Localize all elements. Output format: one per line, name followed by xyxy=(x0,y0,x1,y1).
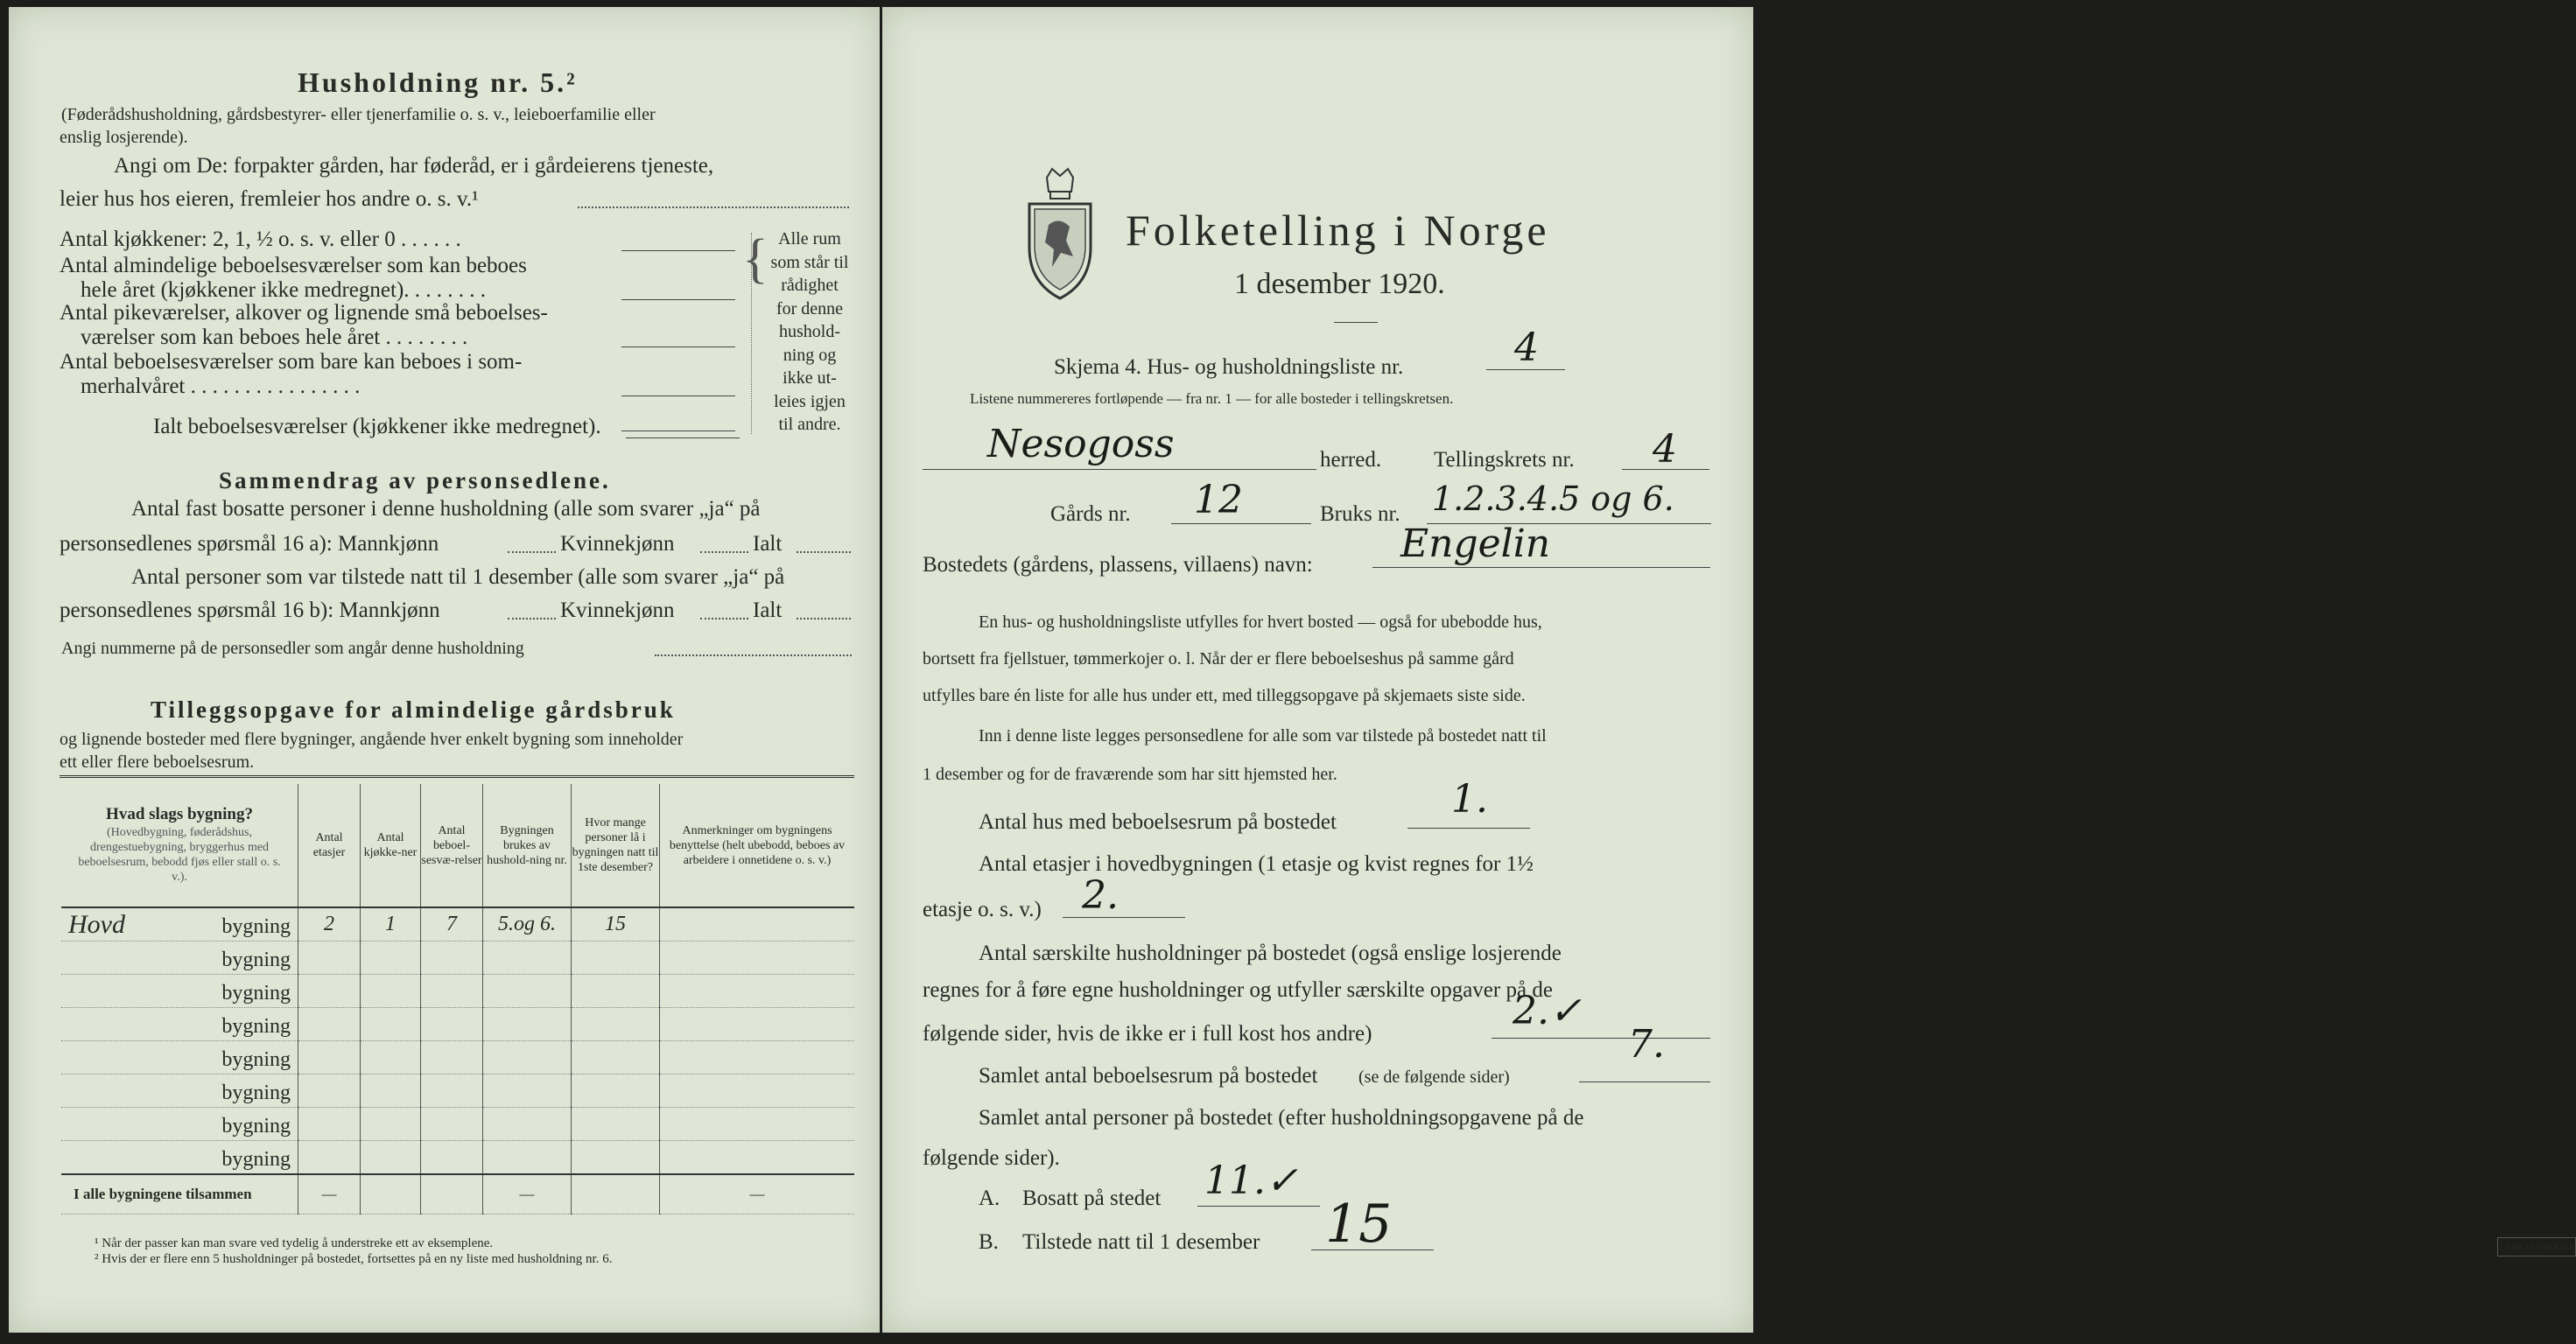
cell-kjokken xyxy=(361,1108,421,1141)
total-pers xyxy=(572,1174,660,1214)
cell-etasjer xyxy=(298,1141,361,1175)
cell-etasjer: 2 xyxy=(298,907,361,942)
cell-pers xyxy=(572,1141,660,1175)
building-type-cell xyxy=(61,1074,298,1108)
building-row xyxy=(61,907,854,942)
cell-vaer xyxy=(421,1074,483,1108)
s2-ialt: Ialt xyxy=(753,598,783,622)
cell-vaer xyxy=(421,1141,483,1175)
info-line-3: utfylles bare én liste for alle hus under ett, med tilleggsopgave på skjemaets siste side. xyxy=(923,686,1526,705)
cell-vaer: 7 xyxy=(421,907,483,942)
herred-label: herred. xyxy=(1320,448,1382,472)
ialt-line: Ialt beboelsesværelser (kjøkkener ikke medregnet). xyxy=(153,415,601,438)
angi-line-1: Angi om De: forpakter gården, har føderåd, er i gårdeierens tjeneste, xyxy=(114,154,714,178)
bygning-label: bygning xyxy=(221,915,291,938)
building-row xyxy=(61,1074,854,1108)
cell-vaer xyxy=(421,975,483,1008)
samlet-rum-note: (se de følgende sider) xyxy=(1358,1068,1510,1087)
cell-kjokken xyxy=(361,1074,421,1108)
cell-etasjer xyxy=(298,1074,361,1108)
right-page xyxy=(882,7,2574,1333)
cell-anmerkning xyxy=(660,1108,855,1141)
etasjer-line-1: Antal etasjer i hovedbygningen (1 etasje og kvist regnes for 1½ xyxy=(979,852,1534,876)
coat-of-arms-icon xyxy=(1021,169,1099,300)
cell-hush xyxy=(483,975,572,1008)
side-note-line: leies igjen xyxy=(774,391,846,411)
building-type-cell xyxy=(61,1008,298,1041)
building-name xyxy=(61,1076,68,1105)
b-text: Tilstede natt til 1 desember xyxy=(1022,1230,1260,1254)
s1-ialt: Ialt xyxy=(753,532,783,556)
info-line-4: Inn i denne liste legges personsedlene for alle som var tilstede på bostedet natt til xyxy=(979,726,1547,746)
s2-line-1: Antal personer som var tilstede natt til 1 desember (alle som svarer „ja“ på xyxy=(131,565,785,589)
building-name xyxy=(61,1110,68,1138)
cell-kjokken xyxy=(361,1041,421,1074)
footnote-2: ² Hvis der er flere enn 5 husholdninger på bostedet, fortsettes på en ny liste med husholdning nr. 6. xyxy=(95,1252,613,1266)
a-label: A. xyxy=(979,1186,1000,1210)
listene-note: Listene nummereres fortløpende — fra nr. 1 — for alle bosteder i tellingskretsen. xyxy=(970,390,1454,407)
bygning-label: bygning xyxy=(221,1148,291,1171)
skjema-line: Skjema 4. Hus- og husholdningsliste nr. xyxy=(1054,355,1404,379)
alm-line-2: hele året (kjøkkener ikke medregnet). . . . . . . . xyxy=(81,278,487,302)
sommer-line-2: merhalvåret . . . . . . . . . . . . . . . . xyxy=(81,374,361,398)
total-vaer xyxy=(421,1174,483,1214)
bygning-label: bygning xyxy=(221,1048,291,1071)
cell-vaer xyxy=(421,1008,483,1041)
bygning-label: bygning xyxy=(221,948,291,971)
building-name xyxy=(61,943,68,972)
cell-hush xyxy=(483,1108,572,1141)
building-type-cell xyxy=(61,1141,298,1175)
etasjer-value: 2. xyxy=(1082,873,1119,918)
hus-label: Antal hus med beboelsesrum på bostedet xyxy=(979,810,1337,834)
info-line-2: bortsett fra fjellstuer, tømmerkojer o. l. Når der er flere beboelseshus på samme gård xyxy=(923,649,1514,668)
sammendrag-title: Sammendrag av personsedlene. xyxy=(219,467,611,494)
cell-hush xyxy=(483,1008,572,1041)
cell-hush xyxy=(483,1074,572,1108)
cell-hush: 5.og 6. xyxy=(483,907,572,942)
col-anmerkninger: Anmerkninger om bygningens benyttelse (helt ubebodd, beboes av arbeidere i onnetidene o. s. v.) xyxy=(660,784,855,907)
cell-kjokken xyxy=(361,1008,421,1041)
info-line-5: 1 desember og for de fraværende som har sitt hjemsted her. xyxy=(923,765,1337,784)
cell-pers: 15 xyxy=(572,907,660,942)
cell-anmerkning xyxy=(660,1141,855,1175)
info-line-1: En hus- og husholdningsliste utfylles for hvert bosted — også for ubebodde hus, xyxy=(979,612,1542,632)
cell-pers xyxy=(572,1074,660,1108)
side-note-line: hushold- xyxy=(779,322,840,341)
building-row xyxy=(61,1041,854,1074)
a-text: Bosatt på stedet xyxy=(1022,1186,1162,1210)
building-name: Hovd xyxy=(68,909,125,939)
bruks-label: Bruks nr. xyxy=(1320,502,1400,526)
brace: { xyxy=(742,229,769,289)
bygning-label: bygning xyxy=(221,982,291,1004)
total-etasjer: — xyxy=(298,1174,361,1214)
cell-hush xyxy=(483,942,572,975)
building-type-cell xyxy=(61,942,298,975)
samlet-pers-line-2: følgende sider). xyxy=(923,1146,1060,1170)
samlet-rum-value: 7. xyxy=(1628,1022,1665,1067)
cell-pers xyxy=(572,942,660,975)
alm-line-1: Antal almindelige beboelsesværelser som kan beboes xyxy=(60,254,527,277)
building-row xyxy=(61,1008,854,1041)
cell-kjokken xyxy=(361,975,421,1008)
footnote-1: ¹ Når der passer kan man svare ved tydelig å understreke ett av eksemplene. xyxy=(95,1236,494,1250)
side-note-line: Alle rum xyxy=(778,229,841,248)
skjema-value: 4 xyxy=(1514,326,1539,370)
krets-value: 4 xyxy=(1653,427,1677,472)
tillegg-title: Tilleggsopgave for almindelige gårdsbruk xyxy=(151,696,676,723)
cell-kjokken: 1 xyxy=(361,907,421,942)
cell-vaer xyxy=(421,1108,483,1141)
col-husholdning: Bygningen brukes av hushold-ning nr. xyxy=(483,784,572,907)
angi-nummer: Angi nummerne på de personsedler som angår denne husholdning xyxy=(61,639,524,658)
pike-line-1: Antal pikeværelser, alkover og lignende små beboelses- xyxy=(60,301,548,325)
printer-stamp: J. CHR. GUNDERSEN xyxy=(2497,1237,2576,1256)
cell-anmerkning xyxy=(660,1074,855,1108)
saer-line-3: følgende sider, hvis de ikke er i full kost hos andre) xyxy=(923,1022,1372,1046)
s2-kvinne: Kvinnekjønn xyxy=(560,598,675,622)
col-building: Hvad slags bygning? (Hovedbygning, føderådshus, drengestuebygning, bryggerhus med beboelsesrum, bebodd fjøs eller stall o. s. v.). xyxy=(61,784,298,907)
col-vaerelser: Antal beboel-sesvæ-relser xyxy=(421,784,483,907)
cell-pers xyxy=(572,1108,660,1141)
bosted-label: Bostedets (gårdens, plassens, villaens) navn: xyxy=(923,553,1313,577)
kjokken-line: Antal kjøkkener: 2, 1, ½ o. s. v. eller 0 . . . . . . xyxy=(60,228,461,251)
cell-anmerkning xyxy=(660,907,855,942)
household-subtitle: (Føderådshusholdning, gårdsbestyrer- eller tjenerfamilie o. s. v., leieboerfamilie eller xyxy=(61,105,656,124)
cell-pers xyxy=(572,975,660,1008)
a-value: 11.✓ xyxy=(1204,1158,1298,1203)
saer-line-1: Antal særskilte husholdninger på bostedet (også enslige losjerende xyxy=(979,942,1562,965)
bosted-value: Engelin xyxy=(1400,522,1551,566)
pike-line-2: værelser som kan beboes hele året . . . . . . . . xyxy=(81,326,468,349)
cell-pers xyxy=(572,1041,660,1074)
side-note xyxy=(762,228,858,437)
col-kjokken: Antal kjøkke-ner xyxy=(361,784,421,907)
total-kjokken xyxy=(361,1174,421,1214)
building-name xyxy=(61,1043,68,1072)
saer-value: 2.✓ xyxy=(1513,989,1582,1033)
cell-etasjer xyxy=(298,1008,361,1041)
side-note-line: rådighet xyxy=(781,276,839,295)
building-name xyxy=(61,1143,68,1172)
s1-line-1: Antal fast bosatte personer i denne husholdning (alle som svarer „ja“ på xyxy=(131,497,761,521)
etasjer-line-2: etasje o. s. v.) xyxy=(923,898,1042,921)
building-table xyxy=(61,784,854,1214)
tillegg-line-2: ett eller flere beboelsesrum. xyxy=(60,752,255,772)
s1-line-2: personsedlenes spørsmål 16 a): Mannkjønn xyxy=(60,532,439,556)
side-note-line: til andre. xyxy=(778,415,841,434)
building-type-cell xyxy=(61,1108,298,1141)
s1-kvinne: Kvinnekjønn xyxy=(560,532,675,556)
krets-label: Tellingskrets nr. xyxy=(1434,448,1575,472)
cell-etasjer xyxy=(298,1108,361,1141)
building-row xyxy=(61,1108,854,1141)
cell-anmerkning xyxy=(660,942,855,975)
side-note-line: ikke ut- xyxy=(783,368,837,388)
gards-value: 12 xyxy=(1194,478,1243,522)
bygning-label: bygning xyxy=(221,1082,291,1104)
cell-pers xyxy=(572,1008,660,1041)
household-title: Husholdning nr. 5.² xyxy=(298,66,578,98)
saer-line-2: regnes for å føre egne husholdninger og utfyller særskilte opgaver på de xyxy=(923,978,1553,1002)
building-name xyxy=(61,1010,68,1039)
total-label: I alle bygningene tilsammen xyxy=(61,1174,298,1214)
cell-vaer xyxy=(421,1041,483,1074)
left-page xyxy=(9,7,880,1333)
col-personer: Hvor mange personer lå i bygningen natt til 1ste desember? xyxy=(572,784,660,907)
tillegg-line-1: og lignende bosteder med flere bygninger, angående hver enkelt bygning som inneholder xyxy=(60,730,684,749)
side-note-line: for denne xyxy=(776,298,844,318)
building-type-cell xyxy=(61,1041,298,1074)
cell-hush xyxy=(483,1041,572,1074)
cell-anmerkning xyxy=(660,1041,855,1074)
total-hush: — xyxy=(483,1174,572,1214)
hus-value: 1. xyxy=(1451,777,1488,822)
gards-label: Gårds nr. xyxy=(1050,502,1131,526)
angi-line-2: leier hus hos eieren, fremleier hos andre o. s. v.¹ xyxy=(60,187,479,211)
building-row xyxy=(61,942,854,975)
cell-vaer xyxy=(421,942,483,975)
cell-anmerkning xyxy=(660,975,855,1008)
s2-line-2: personsedlenes spørsmål 16 b): Mannkjønn xyxy=(60,598,440,622)
herred-value: Nesogoss xyxy=(987,422,1175,466)
bygning-label: bygning xyxy=(221,1015,291,1038)
cell-anmerkning xyxy=(660,1008,855,1041)
cell-etasjer xyxy=(298,975,361,1008)
bruks-value: 1.2.3.4.5 og 6. xyxy=(1432,480,1674,518)
b-label: B. xyxy=(979,1230,999,1254)
sommer-line-1: Antal beboelsesværelser som bare kan beboes i som- xyxy=(60,350,523,374)
building-row xyxy=(61,1141,854,1175)
side-note-line: ning og xyxy=(783,345,837,365)
cell-etasjer xyxy=(298,1041,361,1074)
samlet-pers-line-1: Samlet antal personer på bostedet (efter husholdningsopgavene på de xyxy=(979,1106,1584,1130)
cell-etasjer xyxy=(298,942,361,975)
census-title: Folketelling i Norge xyxy=(1126,206,1550,255)
total-anm: — xyxy=(660,1174,855,1214)
cell-kjokken xyxy=(361,942,421,975)
census-date: 1 desember 1920. xyxy=(1234,268,1445,300)
col-etasjer: Antal etasjer xyxy=(298,784,361,907)
building-row xyxy=(61,975,854,1008)
side-note-line: som står til xyxy=(770,252,849,272)
building-type-cell xyxy=(61,975,298,1008)
bygning-label: bygning xyxy=(221,1115,291,1138)
building-type-cell xyxy=(61,907,298,942)
cell-kjokken xyxy=(361,1141,421,1175)
household-subtitle-2: enslig losjerende). xyxy=(60,128,188,147)
b-value: 15 xyxy=(1325,1194,1393,1255)
samlet-rum-label: Samlet antal beboelsesrum på bostedet xyxy=(979,1064,1318,1088)
cell-hush xyxy=(483,1141,572,1175)
building-name xyxy=(61,976,68,1005)
